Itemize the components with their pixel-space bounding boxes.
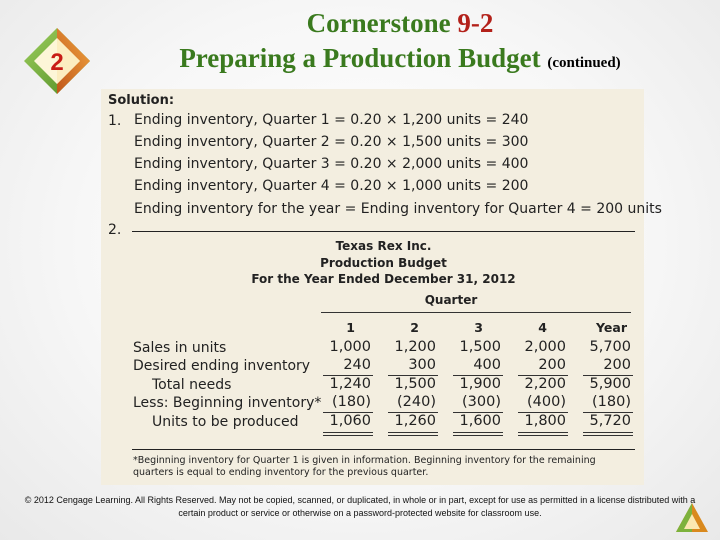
solution-line: Ending inventory, Quarter 1 = 0.20 × 1,200 units = 240 [134,112,529,128]
table-cell: 1,200 [394,339,436,355]
table-cell: (300) [462,394,501,410]
title-main: Preparing a Production Budget [179,43,541,73]
budget-period: For the Year Ended December 31, 2012 [251,272,516,286]
table-cell: (240) [397,394,436,410]
total-double-rule [388,435,438,436]
table-cell: 1,060 [329,413,371,429]
copyright-notice: © 2012 Cengage Learning. All Rights Reserved. May not be copied, scanned, or duplicated, in whole or in part, except for use as permitted in a license distributed with a certain product or service or otherwise on a password-protected website for classroom use. [24,495,696,518]
table-cell: 400 [473,357,501,373]
table-cell: 1,900 [459,376,501,392]
footnote: *Beginning inventory for Quarter 1 is given in information. Beginning inventory for the remaining quarters is equal to ending inventory for the previous quarter. [133,455,596,478]
column-header: 3 [474,320,483,335]
solution-panel [101,89,662,485]
column-header: Year [596,320,627,335]
budget-top-rule [132,231,635,232]
table-cell: 1,500 [459,339,501,355]
table-cell: 1,500 [394,376,436,392]
total-double-rule [388,432,438,433]
table-cell: (400) [527,394,566,410]
footnote-rule [132,449,635,450]
row-label: Desired ending inventory [133,358,311,374]
corner-triangle-icon [674,500,710,534]
row-label: Total needs [152,377,232,393]
table-cell: 1,260 [394,413,436,429]
total-double-rule [583,435,633,436]
table-cell: 240 [343,357,371,373]
quarter-rule [321,312,631,313]
title-line-1 [100,6,700,40]
budget-name: Production Budget [320,256,447,270]
solution-line: Ending inventory, Quarter 2 = 0.20 × 1,500 units = 300 [134,134,529,150]
table-cell: 5,900 [589,376,631,392]
column-header: 1 [346,320,355,335]
solution-line: Ending inventory, Quarter 4 = 0.20 × 1,000 units = 200 [134,178,529,194]
column-header: 4 [538,320,547,335]
slide-title [100,6,700,81]
table-cell: 2,200 [524,376,566,392]
table-cell: 1,240 [329,376,371,392]
total-double-rule [453,432,503,433]
title-prefix: Cornerstone [306,8,458,38]
total-double-rule [583,432,633,433]
item-2-label: 2. [108,222,122,238]
row-label: Units to be produced [152,414,299,430]
table-cell: 200 [603,357,631,373]
item-1-label: 1. [108,113,122,129]
title-number: 9-2 [457,8,494,38]
table-cell: 1,800 [524,413,566,429]
total-double-rule [453,435,503,436]
table-cell: 5,720 [589,413,631,429]
solution-line: Ending inventory for the year = Ending inventory for Quarter 4 = 200 units [134,201,662,217]
budget-company: Texas Rex Inc. [335,239,432,253]
column-header: 2 [410,320,419,335]
table-cell: (180) [592,394,631,410]
total-double-rule [518,435,568,436]
table-cell: 1,000 [329,339,371,355]
table-cell: (180) [332,394,371,410]
title-suffix: (continued) [547,55,621,71]
quarter-group-header: Quarter [424,293,478,307]
solution-line: Ending inventory, Quarter 3 = 0.20 × 2,000 units = 400 [134,156,529,172]
total-double-rule [323,435,373,436]
row-label: Less: Beginning inventory* [133,395,322,411]
total-double-rule [323,432,373,433]
table-cell: 2,000 [524,339,566,355]
diamond-icon [22,26,92,96]
table-cell: 1,600 [459,413,501,429]
badge-number: 2 [50,49,64,76]
table-cell: 5,700 [589,339,631,355]
table-cell: 200 [538,357,566,373]
total-double-rule [518,432,568,433]
chapter-badge [22,26,92,96]
table-cell: 300 [408,357,436,373]
solution-heading: Solution: [108,93,175,108]
title-line-2 [100,40,700,81]
row-label: Sales in units [133,340,227,356]
